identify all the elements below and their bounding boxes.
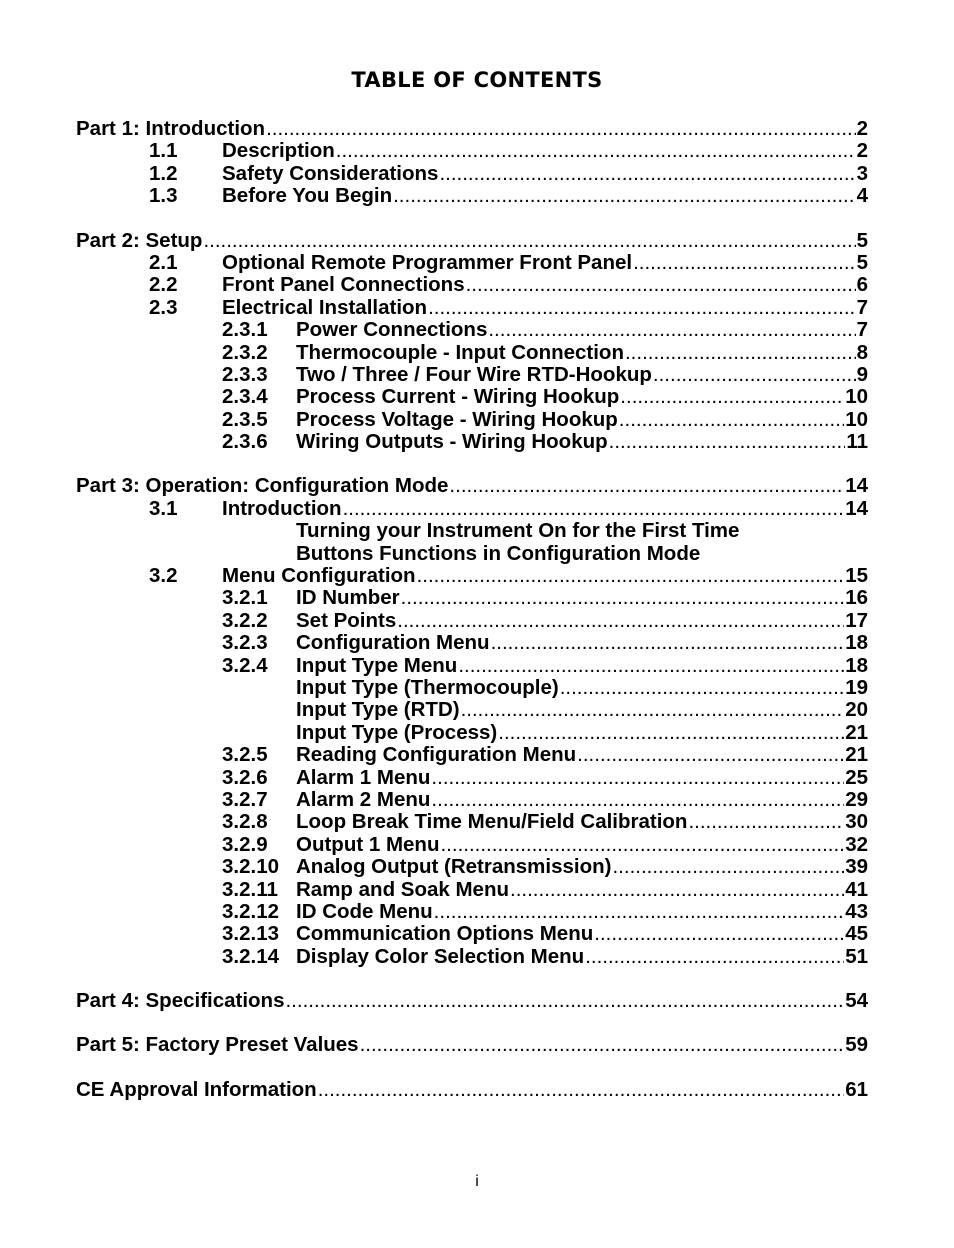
toc-entry-number: 3.2.9 <box>222 832 268 856</box>
dot-leader <box>688 811 844 833</box>
toc-entry-page: 25 <box>845 765 868 789</box>
toc-entry[interactable] <box>76 319 868 341</box>
dot-leader <box>428 297 856 319</box>
toc-entry-title: Display Color Selection Menu <box>296 944 585 968</box>
toc-entry-number: 3.2.12 <box>222 899 279 923</box>
toc-entry-number: 2.3 <box>149 295 178 319</box>
toc-entry-title: Part 1: Introduction <box>76 117 266 140</box>
toc-entry-title: Electrical Installation <box>222 295 428 319</box>
dot-leader <box>417 565 845 587</box>
toc-entry-page: 14 <box>845 496 868 520</box>
toc-entry-number: 3.2.5 <box>222 743 268 767</box>
toc-entry[interactable] <box>76 587 868 609</box>
toc-entry[interactable] <box>76 475 868 497</box>
toc-entry-title: CE Approval Information <box>76 1077 317 1101</box>
toc-entry-title: Ramp and Soak Menu <box>296 877 510 901</box>
dot-leader <box>393 185 855 207</box>
dot-leader <box>266 118 856 140</box>
dot-leader <box>318 1079 844 1101</box>
dot-leader <box>612 856 844 878</box>
section-spacer <box>76 453 868 475</box>
toc-entry[interactable] <box>76 185 868 207</box>
toc-entry[interactable] <box>76 923 868 945</box>
toc-entry-page: 29 <box>845 787 868 811</box>
toc-entry-number: 3.2.2 <box>222 608 268 632</box>
toc-entry-title: Part 3: Operation: Configuration Mode <box>76 474 449 498</box>
toc-entry-title: Before You Begin <box>222 184 393 208</box>
toc-entry-page: 2 <box>856 139 868 163</box>
toc-entry-title: Input Type (Process) <box>296 720 498 744</box>
toc-entry-page: 15 <box>845 564 868 588</box>
toc-entry-title: Part 5: Factory Preset Values <box>76 1033 359 1057</box>
dot-leader <box>203 230 855 252</box>
toc-entry-number: 3.2.6 <box>222 765 268 789</box>
toc-entry-title: Turning your Instrument On for the First Time <box>296 519 740 543</box>
toc-entry[interactable] <box>76 364 868 386</box>
toc-entry-number: 2.1 <box>149 250 178 274</box>
toc-entry-number: 3.2.1 <box>222 586 268 610</box>
toc-entry[interactable] <box>76 1034 868 1056</box>
toc-entry-page: 61 <box>845 1077 868 1101</box>
dot-leader <box>401 587 845 609</box>
toc-entry-number: 1.3 <box>149 184 178 208</box>
page-number: i <box>475 1173 479 1190</box>
toc-entry-page: 8 <box>856 340 868 364</box>
dot-leader <box>577 744 844 766</box>
toc-entry-page: 9 <box>856 362 868 386</box>
dot-leader <box>498 722 844 744</box>
toc-entry[interactable] <box>76 163 868 185</box>
toc-entry-page: 45 <box>845 922 868 946</box>
toc-entry-page: 39 <box>845 855 868 879</box>
dot-leader <box>491 632 845 654</box>
toc-entry-title: Input Type Menu <box>296 653 458 677</box>
dot-leader <box>431 767 844 789</box>
table-of-contents <box>76 118 868 1101</box>
toc-entry-page: 6 <box>856 273 868 297</box>
toc-entry-title: Process Voltage - Wiring Hookup <box>296 407 618 431</box>
toc-entry-title: Input Type (RTD) <box>296 698 460 722</box>
toc-entry-title: Alarm 2 Menu <box>296 787 431 811</box>
toc-entry[interactable] <box>76 789 868 811</box>
toc-entry[interactable] <box>76 901 868 923</box>
dot-leader <box>434 901 845 923</box>
toc-entry[interactable] <box>76 879 868 901</box>
toc-entry-page: 19 <box>845 675 868 699</box>
toc-entry-title: Optional Remote Programmer Front Panel <box>222 250 633 274</box>
toc-entry[interactable] <box>76 274 868 296</box>
toc-entry-title: Power Connections <box>296 318 488 342</box>
toc-entry-number: 1.2 <box>149 161 178 185</box>
toc-entry-page: 10 <box>845 407 868 431</box>
dot-leader <box>594 923 844 945</box>
toc-entry-title: Menu Configuration <box>222 564 416 588</box>
toc-entry-page: 51 <box>845 944 868 968</box>
toc-entry-title: Part 4: Specifications <box>76 989 285 1013</box>
dot-leader <box>619 409 844 431</box>
toc-entry-title: Loop Break Time Menu/Field Calibration <box>296 810 688 834</box>
toc-entry[interactable] <box>76 834 868 856</box>
toc-entry-page: 43 <box>845 899 868 923</box>
toc-entry-page: 5 <box>856 228 868 252</box>
toc-entry-page: 16 <box>845 586 868 610</box>
dot-leader <box>439 163 855 185</box>
toc-entry[interactable] <box>76 1079 868 1101</box>
toc-entry[interactable] <box>76 386 868 408</box>
toc-entry-title: Analog Output (Retransmission) <box>296 855 612 879</box>
toc-entry-number: 3.2.10 <box>222 855 279 879</box>
toc-entry-page: 14 <box>845 474 868 498</box>
toc-entry-title: Part 2: Setup <box>76 228 203 252</box>
toc-entry-title: Communication Options Menu <box>296 922 594 946</box>
toc-entry-number: 3.2.8 <box>222 810 268 834</box>
toc-entry[interactable] <box>76 744 868 766</box>
toc-entry[interactable] <box>76 520 868 542</box>
toc-entry[interactable] <box>76 767 868 789</box>
toc-entry-title: Output 1 Menu <box>296 832 440 856</box>
dot-leader <box>585 946 844 968</box>
dot-leader <box>560 677 844 699</box>
toc-entry-page: 18 <box>845 653 868 677</box>
toc-entry[interactable] <box>76 409 868 431</box>
toc-entry-title: Alarm 1 Menu <box>296 765 431 789</box>
toc-entry-title: Reading Configuration Menu <box>296 743 577 767</box>
toc-entry[interactable] <box>76 252 868 274</box>
toc-entry-number: 3.2.4 <box>222 653 268 677</box>
toc-entry-title: ID Code Menu <box>296 899 433 923</box>
dot-leader <box>466 274 856 296</box>
toc-entry-number: 2.2 <box>149 273 178 297</box>
section-spacer <box>76 208 868 230</box>
toc-entry-title: Configuration Menu <box>296 631 490 655</box>
toc-entry-title: Front Panel Connections <box>222 273 465 297</box>
toc-entry-page: 7 <box>856 295 868 319</box>
dot-leader <box>625 342 856 364</box>
toc-entry[interactable] <box>76 632 868 654</box>
dot-leader <box>458 655 844 677</box>
toc-entry[interactable] <box>76 811 868 833</box>
toc-entry-number: 2.3.6 <box>222 430 268 454</box>
toc-entry-title: ID Number <box>296 586 400 610</box>
toc-entry-page: 30 <box>845 810 868 834</box>
toc-entry-title: Description <box>222 139 335 163</box>
toc-entry-number: 3.2.7 <box>222 787 268 811</box>
dot-leader <box>633 252 856 274</box>
toc-entry[interactable] <box>76 677 868 699</box>
toc-entry-page: 3 <box>856 161 868 185</box>
toc-entry[interactable] <box>76 118 868 140</box>
toc-entry-number: 3.2.13 <box>222 922 279 946</box>
toc-entry-page: 2 <box>856 117 868 140</box>
toc-entry-page: 41 <box>845 877 868 901</box>
toc-heading: TABLE OF CONTENTS <box>351 68 603 92</box>
toc-entry[interactable] <box>76 297 868 319</box>
toc-entry-number: 2.3.5 <box>222 407 268 431</box>
toc-entry[interactable] <box>76 856 868 878</box>
toc-entry-number: 1.1 <box>149 139 178 163</box>
toc-entry-number: 2.3.4 <box>222 385 268 409</box>
dot-leader <box>488 319 855 341</box>
toc-entry-page: 5 <box>856 250 868 274</box>
toc-entry-title: Thermocouple - Input Connection <box>296 340 624 364</box>
toc-entry-page: 54 <box>845 989 868 1013</box>
toc-entry-number: 2.3.1 <box>222 318 268 342</box>
toc-entry-title: Buttons Functions in Configuration Mode <box>296 541 701 565</box>
dot-leader <box>510 879 844 901</box>
toc-entry-page: 17 <box>845 608 868 632</box>
toc-entry-page: 7 <box>856 318 868 342</box>
toc-entry[interactable] <box>76 990 868 1012</box>
toc-entry[interactable] <box>76 655 868 677</box>
section-spacer <box>76 968 868 990</box>
section-spacer <box>76 1057 868 1079</box>
dot-leader <box>620 386 844 408</box>
toc-entry[interactable] <box>76 140 868 162</box>
toc-entry[interactable] <box>76 431 868 453</box>
toc-entry-title: Set Points <box>296 608 397 632</box>
toc-entry-page: 11 <box>846 430 868 454</box>
dot-leader <box>449 475 844 497</box>
toc-entry[interactable] <box>76 230 868 252</box>
toc-entry-title: Input Type (Thermocouple) <box>296 675 559 699</box>
toc-entry-number: 2.3.3 <box>222 362 268 386</box>
toc-entry-title: Process Current - Wiring Hookup <box>296 385 620 409</box>
toc-entry-page: 21 <box>845 720 868 744</box>
dot-leader <box>360 1034 845 1056</box>
dot-leader <box>440 834 844 856</box>
toc-entry[interactable] <box>76 946 868 968</box>
toc-entry-number: 2.3.2 <box>222 340 268 364</box>
toc-entry[interactable] <box>76 722 868 744</box>
dot-leader <box>336 140 856 162</box>
toc-entry-page: 59 <box>845 1033 868 1057</box>
toc-entry-title: Introduction <box>222 496 342 520</box>
toc-entry-title: Safety Considerations <box>222 161 439 185</box>
dot-leader <box>431 789 844 811</box>
dot-leader <box>285 990 844 1012</box>
section-spacer <box>76 1012 868 1034</box>
toc-entry[interactable] <box>76 498 868 520</box>
toc-entry[interactable] <box>76 565 868 587</box>
toc-entry-page: 20 <box>845 698 868 722</box>
toc-entry[interactable] <box>76 342 868 364</box>
toc-entry[interactable] <box>76 543 868 565</box>
toc-entry-title: Wiring Outputs - Wiring Hookup <box>296 430 608 454</box>
toc-entry-page: 18 <box>845 631 868 655</box>
toc-entry-number: 3.2.3 <box>222 631 268 655</box>
dot-leader <box>397 610 844 632</box>
toc-entry-page: 32 <box>845 832 868 856</box>
toc-entry-number: 3.2.14 <box>222 944 279 968</box>
dot-leader <box>653 364 856 386</box>
dot-leader <box>461 699 845 721</box>
toc-entry-page: 10 <box>845 385 868 409</box>
toc-entry-page: 21 <box>845 743 868 767</box>
toc-entry[interactable] <box>76 699 868 721</box>
dot-leader <box>343 498 845 520</box>
toc-entry-number: 3.2 <box>149 564 178 588</box>
toc-entry[interactable] <box>76 610 868 632</box>
toc-entry-page: 4 <box>856 184 868 208</box>
dot-leader <box>609 431 846 453</box>
toc-entry-title: Two / Three / Four Wire RTD-Hookup <box>296 362 652 386</box>
toc-entry-number: 3.1 <box>149 496 178 520</box>
toc-entry-number: 3.2.11 <box>222 877 278 901</box>
